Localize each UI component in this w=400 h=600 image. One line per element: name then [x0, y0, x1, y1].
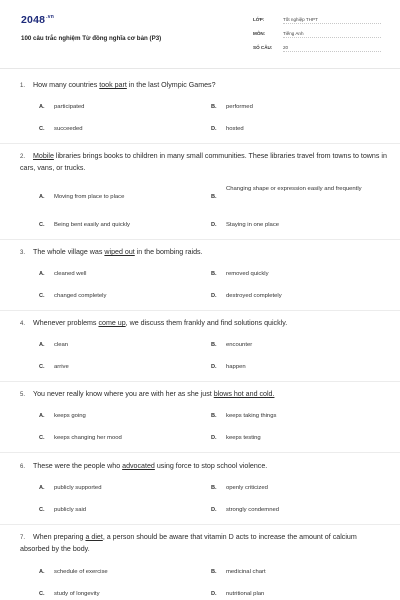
option-letter: D.	[211, 126, 217, 132]
option-letter: B.	[211, 413, 217, 419]
question-divider	[0, 524, 400, 525]
highlighted-phrase: Mobile	[33, 152, 54, 160]
highlighted-phrase: took part	[99, 81, 127, 89]
option-text: study of longevity	[54, 591, 100, 597]
option-text: removed quickly	[226, 271, 269, 277]
option-text: publicly said	[54, 507, 87, 513]
question-number: 1.	[20, 83, 26, 89]
option-letter: A.	[39, 194, 45, 200]
question-3	[20, 247, 388, 259]
option-text: happen	[226, 364, 246, 370]
option-letter: D.	[211, 591, 217, 597]
option-text: succeeded	[54, 126, 83, 132]
stem-text: You never really know where you are with her as she just	[33, 390, 214, 398]
meta-key: SỐ CÂU:	[253, 45, 273, 50]
meta-key: LỚP:	[253, 17, 265, 22]
option-letter: A.	[39, 104, 45, 110]
logo-suffix: .vn	[46, 14, 54, 20]
page-header	[0, 0, 400, 64]
stem-text: The whole village was	[33, 248, 105, 256]
option-text: hosted	[226, 126, 244, 132]
question-1	[20, 80, 388, 92]
option-letter: C.	[39, 507, 45, 513]
option-text: strongly condemned	[226, 507, 280, 513]
option-letter: B.	[211, 271, 217, 277]
site-logo[interactable]	[21, 14, 54, 26]
question-divider	[0, 310, 400, 311]
stem-text: How many countries	[33, 81, 100, 89]
option-text: Moving from place to place	[54, 194, 125, 200]
option-letter: C.	[39, 591, 45, 597]
question-6	[20, 461, 388, 473]
stem-text: , a person should be aware that vitamin D acts to increase the amount of calcium absorbed by the body.	[20, 533, 357, 553]
meta-value: Tốt nghiệp THPT	[283, 17, 381, 24]
stem-text: in the last Olympic Games?	[126, 81, 216, 89]
option-text: openly criticized	[226, 485, 268, 491]
option-text: encounter	[226, 342, 253, 348]
question-4	[20, 318, 388, 330]
stem-text: These were the people who	[33, 462, 123, 470]
question-number: 2.	[20, 154, 26, 160]
option-letter: D.	[211, 507, 217, 513]
option-letter: B.	[211, 104, 217, 110]
option-letter: D.	[211, 222, 217, 228]
question-divider	[0, 239, 400, 240]
option-letter: A.	[39, 271, 45, 277]
logo-text: 2048	[21, 14, 46, 26]
option-text: medicinal chart	[226, 569, 266, 575]
question-number: 4.	[20, 321, 26, 327]
option-letter: A.	[39, 413, 45, 419]
option-text: nutritional plan	[226, 591, 265, 597]
stem-text: Whenever problems	[33, 319, 99, 327]
option-text: Changing shape or expression easily and frequently	[226, 186, 362, 192]
option-text: changed completely	[54, 293, 107, 299]
meta-value: Tiếng Anh	[283, 31, 381, 38]
question-divider	[0, 143, 400, 144]
option-letter: C.	[39, 293, 45, 299]
question-number: 7.	[20, 535, 26, 541]
question-stem	[20, 532, 388, 554]
document-title: 100 câu trắc nghiệm Từ đồng nghĩa cơ bản (P3)	[21, 35, 162, 42]
highlighted-phrase: come up	[98, 319, 126, 327]
option-text: schedule of exercise	[54, 569, 108, 575]
option-text: arrive	[54, 364, 69, 370]
option-text: publicly supported	[54, 485, 102, 491]
highlighted-phrase: blows hot and cold.	[213, 390, 275, 398]
highlighted-phrase: a diet	[85, 533, 103, 541]
stem-text: When preparing	[33, 533, 86, 541]
meta-key: MÔN:	[253, 31, 266, 36]
highlighted-phrase: advocated	[122, 462, 155, 470]
option-letter: C.	[39, 222, 45, 228]
option-letter: C.	[39, 435, 45, 441]
option-letter: B.	[211, 194, 217, 200]
option-letter: A.	[39, 342, 45, 348]
option-text: Being bent easily and quickly	[54, 222, 130, 228]
option-text: keeps testing	[226, 435, 261, 441]
option-letter: D.	[211, 364, 217, 370]
option-letter: B.	[211, 342, 217, 348]
question-stem	[20, 80, 388, 92]
question-stem	[20, 461, 388, 473]
meta-value: 20	[283, 45, 381, 52]
highlighted-phrase: wiped out	[104, 248, 135, 256]
stem-text: libraries brings books to children in many small communities. These libraries travel from towns to towns in cars, vans, or trucks.	[20, 152, 387, 172]
question-stem	[20, 151, 388, 173]
question-divider	[0, 381, 400, 382]
stem-text: in the bombing raids.	[134, 248, 203, 256]
header-divider	[0, 68, 400, 69]
option-text: Staying in one place	[226, 222, 280, 228]
option-text: keeps going	[54, 413, 86, 419]
option-letter: C.	[39, 126, 45, 132]
option-text: participated	[54, 104, 85, 110]
option-text: clean	[54, 342, 69, 348]
option-text: cleaned well	[54, 271, 87, 277]
option-text: keeps changing her mood	[54, 435, 122, 441]
question-stem	[20, 318, 388, 330]
question-number: 3.	[20, 250, 26, 256]
question-divider	[0, 452, 400, 453]
option-letter: C.	[39, 364, 45, 370]
question-number: 6.	[20, 464, 26, 470]
option-letter: B.	[211, 569, 217, 575]
question-number: 5.	[20, 392, 26, 398]
question-5	[20, 389, 388, 401]
option-letter: A.	[39, 485, 45, 491]
option-letter: A.	[39, 569, 45, 575]
option-letter: D.	[211, 293, 217, 299]
stem-text: using force to stop school violence.	[154, 462, 268, 470]
question-stem	[20, 247, 388, 259]
question-stem	[20, 389, 388, 401]
option-text: destroyed completely	[226, 293, 282, 299]
option-text: keeps taking things	[226, 413, 277, 419]
question-2	[20, 151, 388, 173]
question-7	[20, 532, 388, 554]
option-letter: D.	[211, 435, 217, 441]
option-text: performed	[226, 104, 253, 110]
option-letter: B.	[211, 485, 217, 491]
stem-text: , we discuss them frankly and find solutions quickly.	[125, 319, 288, 327]
